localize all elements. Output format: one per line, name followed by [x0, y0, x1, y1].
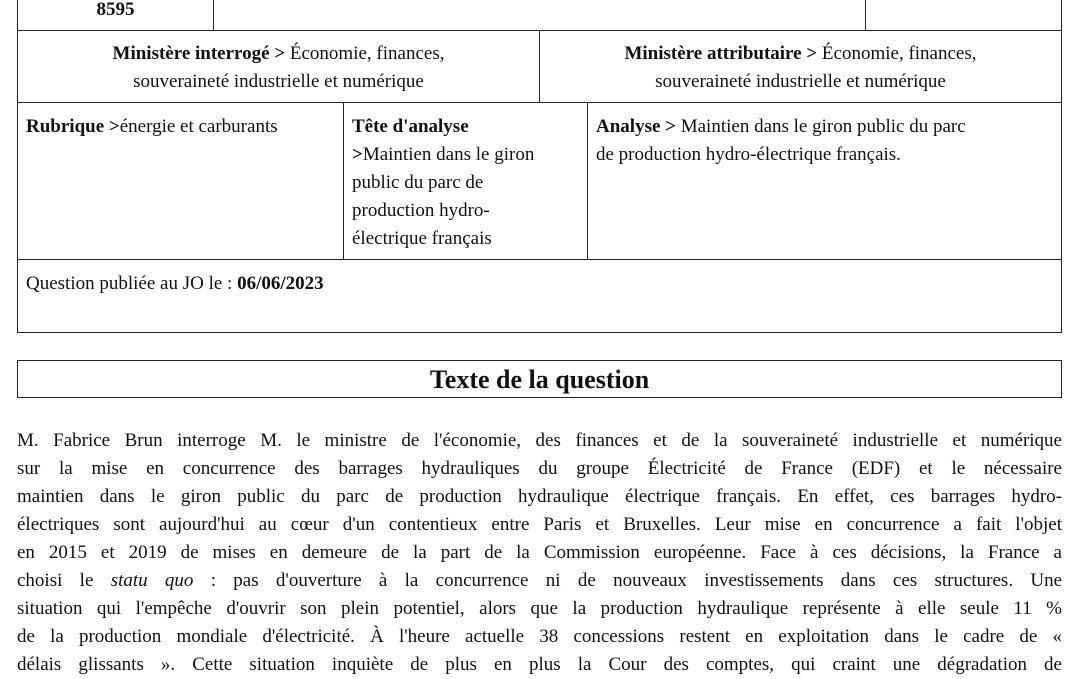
analyse-line2: de production hydro-électrique français. [596, 144, 901, 165]
ministere-attributaire-line1: Économie, finances, [821, 43, 977, 64]
ministere-interroge-line1: Économie, finances, [289, 43, 445, 64]
question-line-6-before: choisi le [17, 570, 94, 591]
question-line-5: en 2015 et 2019 de mises en demeure de la part de la Commission européenne. Face à ces décisions, la France a [17, 542, 1062, 563]
analyse-label: Analyse > [596, 116, 676, 137]
tete-analyse-line2: public du parc de [352, 172, 484, 193]
rubrique-cell [17, 102, 344, 260]
ministere-attributaire-label: Ministère attributaire > [624, 43, 818, 64]
statu-quo-italic: statu quo [110, 570, 194, 591]
ministere-attributaire-line2: souveraineté industrielle et numérique [655, 71, 946, 92]
analyse-line1: Maintien dans le giron public du parc [680, 116, 966, 137]
section-title [17, 360, 1062, 398]
question-line-6-after: : pas d'ouverture à la concurrence ni de nouveaux investissements dans ces structures. Une [210, 570, 1063, 591]
analyse-cell [587, 102, 1062, 260]
ministere-interroge-label: Ministère interrogé > [112, 43, 286, 64]
question-number-cell [17, 0, 214, 31]
tete-analyse-cell [343, 102, 588, 260]
question-line-7: situation qui l'empêche d'ouvrir son plein potentiel, alors que la production hydraulique représente à elle seule 11 % [17, 598, 1062, 619]
ministere-interroge-line2: souveraineté industrielle et numérique [133, 71, 424, 92]
ministere-interroge-cell [17, 30, 540, 103]
publication-label: Question publiée au JO le : [26, 273, 233, 294]
ministere-attributaire-cell [539, 30, 1062, 103]
question-text [17, 427, 1062, 679]
section-title-text: Texte de la question [429, 365, 650, 394]
rubrique-value: énergie et carburants [119, 116, 278, 137]
tete-analyse-line4: électrique français [352, 228, 492, 249]
question-line-3: maintien dans le giron public du parc de production hydraulique électrique français. En effet, ces barrages hydro- [17, 486, 1062, 507]
tete-analyse-line1: Maintien dans le giron [362, 144, 535, 165]
top-middle-cell [213, 0, 866, 31]
question-line-4: électriques sont aujourd'hui au cœur d'un contentieux entre Paris et Bruxelles. Leur mise en concurrence a fait l'objet [17, 514, 1062, 535]
publication-cell [17, 259, 1062, 333]
question-number: 8595 [96, 0, 135, 20]
question-line-8: de la production mondiale d'électricité. À l'heure actuelle 38 concessions restent en exploitation dans le cadre de « [17, 626, 1062, 647]
question-line-1: M. Fabrice Brun interroge M. le ministre de l'économie, des finances et de la souveraineté industrielle et numérique [17, 430, 1062, 451]
publication-date: 06/06/2023 [237, 273, 324, 294]
top-right-cell [865, 0, 1062, 31]
question-line-6 [17, 567, 1062, 595]
tete-analyse-line3: production hydro- [352, 200, 490, 221]
rubrique-label: Rubrique > [26, 116, 120, 137]
tete-analyse-arrow: > [352, 144, 363, 165]
tete-analyse-label: Tête d'analyse [352, 116, 469, 137]
question-line-2: sur la mise en concurrence des barrages hydrauliques du groupe Électricité de France (EDF) et le nécessaire [17, 458, 1062, 479]
question-line-9: délais glissants ». Cette situation inquiète de plus en plus la Cour des comptes, qui craint une dégradation de [17, 654, 1062, 675]
